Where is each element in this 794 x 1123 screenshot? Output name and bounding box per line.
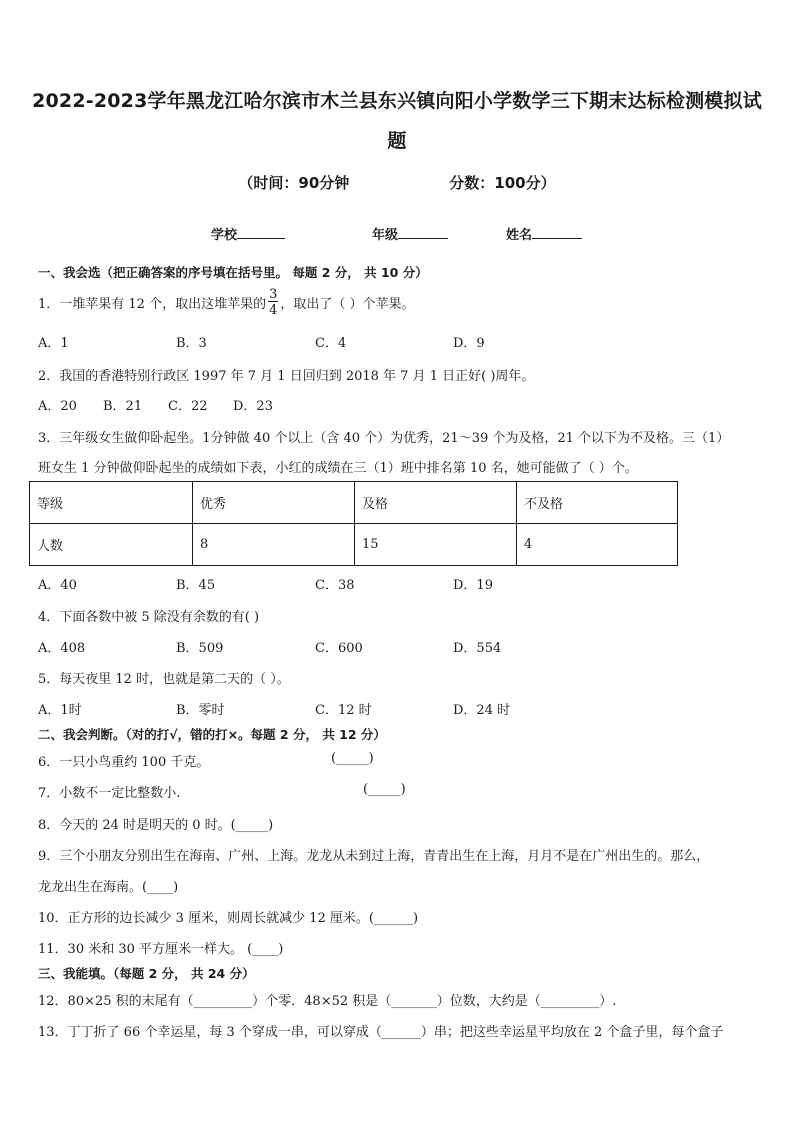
option-c: C．38 [315, 578, 355, 593]
option-a: A．1时 [38, 703, 82, 718]
page-title-continued: 题 [387, 130, 407, 152]
option-a: A．408 [38, 641, 86, 656]
option-a: A．20 [38, 399, 77, 414]
table-cell: 不及格 [517, 482, 678, 524]
question-9-line-2: 龙龙出生在海南。(____) [38, 880, 179, 895]
question-5: 5．每天夜里 12 时，也就是第二天的（ ）。 [38, 672, 290, 687]
table-cell: 等级 [30, 482, 193, 524]
answer-blank: (_____) [331, 751, 374, 766]
question-10: 10．正方形的边长减少 3 厘米，则周长就减少 12 厘米。(______) [38, 911, 419, 926]
table-row [30, 524, 678, 566]
option-a: A．40 [38, 578, 77, 593]
section-heading-2: 二、我会判断。（对的打√，错的打×。每题 2 分， 共 12 分） [38, 727, 386, 742]
table-cell: 及格 [355, 482, 517, 524]
option-c: C．600 [315, 641, 363, 656]
exam-meta [0, 172, 794, 193]
time-limit: （时间：90分钟 [238, 174, 350, 192]
question-6: 6．一只小鸟重约 100 千克。 [38, 755, 210, 770]
option-d: D．9 [453, 336, 485, 351]
option-a: A．1 [38, 336, 69, 351]
table-cell: 4 [517, 524, 678, 566]
name-field [506, 224, 582, 243]
question-1: 1．一堆苹果有 12 个，取出这堆苹果的 $\frac{3}{4}$ ，取出了（ ）个苹果。 [38, 287, 415, 318]
answer-blank: (_____) [363, 782, 406, 797]
table-row [30, 482, 678, 524]
option-b: B．3 [176, 336, 207, 351]
section-heading-3: 三、我能填。（每题 2 分， 共 24 分） [38, 966, 255, 981]
section-heading-1: 一、我会选（把正确答案的序号填在括号里。 每题 2 分， 共 10 分） [38, 265, 428, 280]
school-field [211, 224, 285, 243]
option-d: D．23 [233, 399, 273, 414]
grade-label: 年级 [372, 228, 399, 243]
question-9-line-1: 9．三个小朋友分别出生在海南、广州、上海。龙龙从未到过上海，青青出生在上海，月月不是在广州出生的。那么， [38, 849, 710, 864]
question-2: 2．我国的香港特别行政区 1997 年 7 月 1 日回归到 2018 年 7 月 1 日正好( )周年。 [38, 369, 535, 384]
table-cell: 人数 [30, 524, 193, 566]
option-c: C．4 [315, 336, 347, 351]
question-4: 4．下面各数中被 5 除没有余数的有( ) [38, 610, 260, 625]
question-11: 11．30 米和 30 平方厘米一样大。 (____) [38, 942, 284, 957]
total-score: 分数：100分） [449, 174, 556, 192]
option-b: B．509 [176, 641, 224, 656]
grades-table [29, 481, 678, 566]
page-title: 2022-2023学年黑龙江哈尔滨市木兰县东兴镇向阳小学数学三下期末达标检测模拟试 [32, 90, 762, 112]
option-b: B．45 [176, 578, 216, 593]
grade-field [372, 224, 448, 243]
fraction: $\frac{3}{4}$ [269, 287, 278, 318]
option-d: D．24 时 [453, 703, 511, 718]
table-cell: 8 [193, 524, 355, 566]
question-3-line-2: 班女生 1 分钟做仰卧起坐的成绩如下表，小红的成绩在三（1）班中排名第 10 名，她可能做了（ ）个。 [38, 461, 638, 476]
question-13: 13．丁丁折了 66 个幸运星，每 3 个穿成一串，可以穿成（______）串；把这些幸运星平均放在 2 个盒子里，每个盒子 [38, 1025, 724, 1040]
table-cell: 15 [355, 524, 517, 566]
option-d: D．554 [453, 641, 502, 656]
name-label: 姓名 [506, 228, 533, 243]
question-12: 12．80×25 积的末尾有（_________）个零．48×52 积是（_______）位数，大约是（_________）. [38, 994, 617, 1009]
question-8: 8．今天的 24 时是明天的 0 时。(_____) [38, 818, 274, 833]
school-label: 学校 [211, 228, 238, 243]
option-d: D．19 [453, 578, 493, 593]
option-c: C．22 [168, 399, 208, 414]
option-b: B．零时 [176, 703, 225, 718]
table-cell: 优秀 [193, 482, 355, 524]
question-7: 7．小数不一定比整数小. [38, 786, 181, 801]
option-b: B．21 [103, 399, 143, 414]
question-3-line-1: 3．三年级女生做仰卧起坐。1分钟做 40 个以上（含 40 个）为优秀，21～39 个为及格，21 个以下为不及格。三（1） [38, 431, 730, 446]
option-c: C．12 时 [315, 703, 372, 718]
